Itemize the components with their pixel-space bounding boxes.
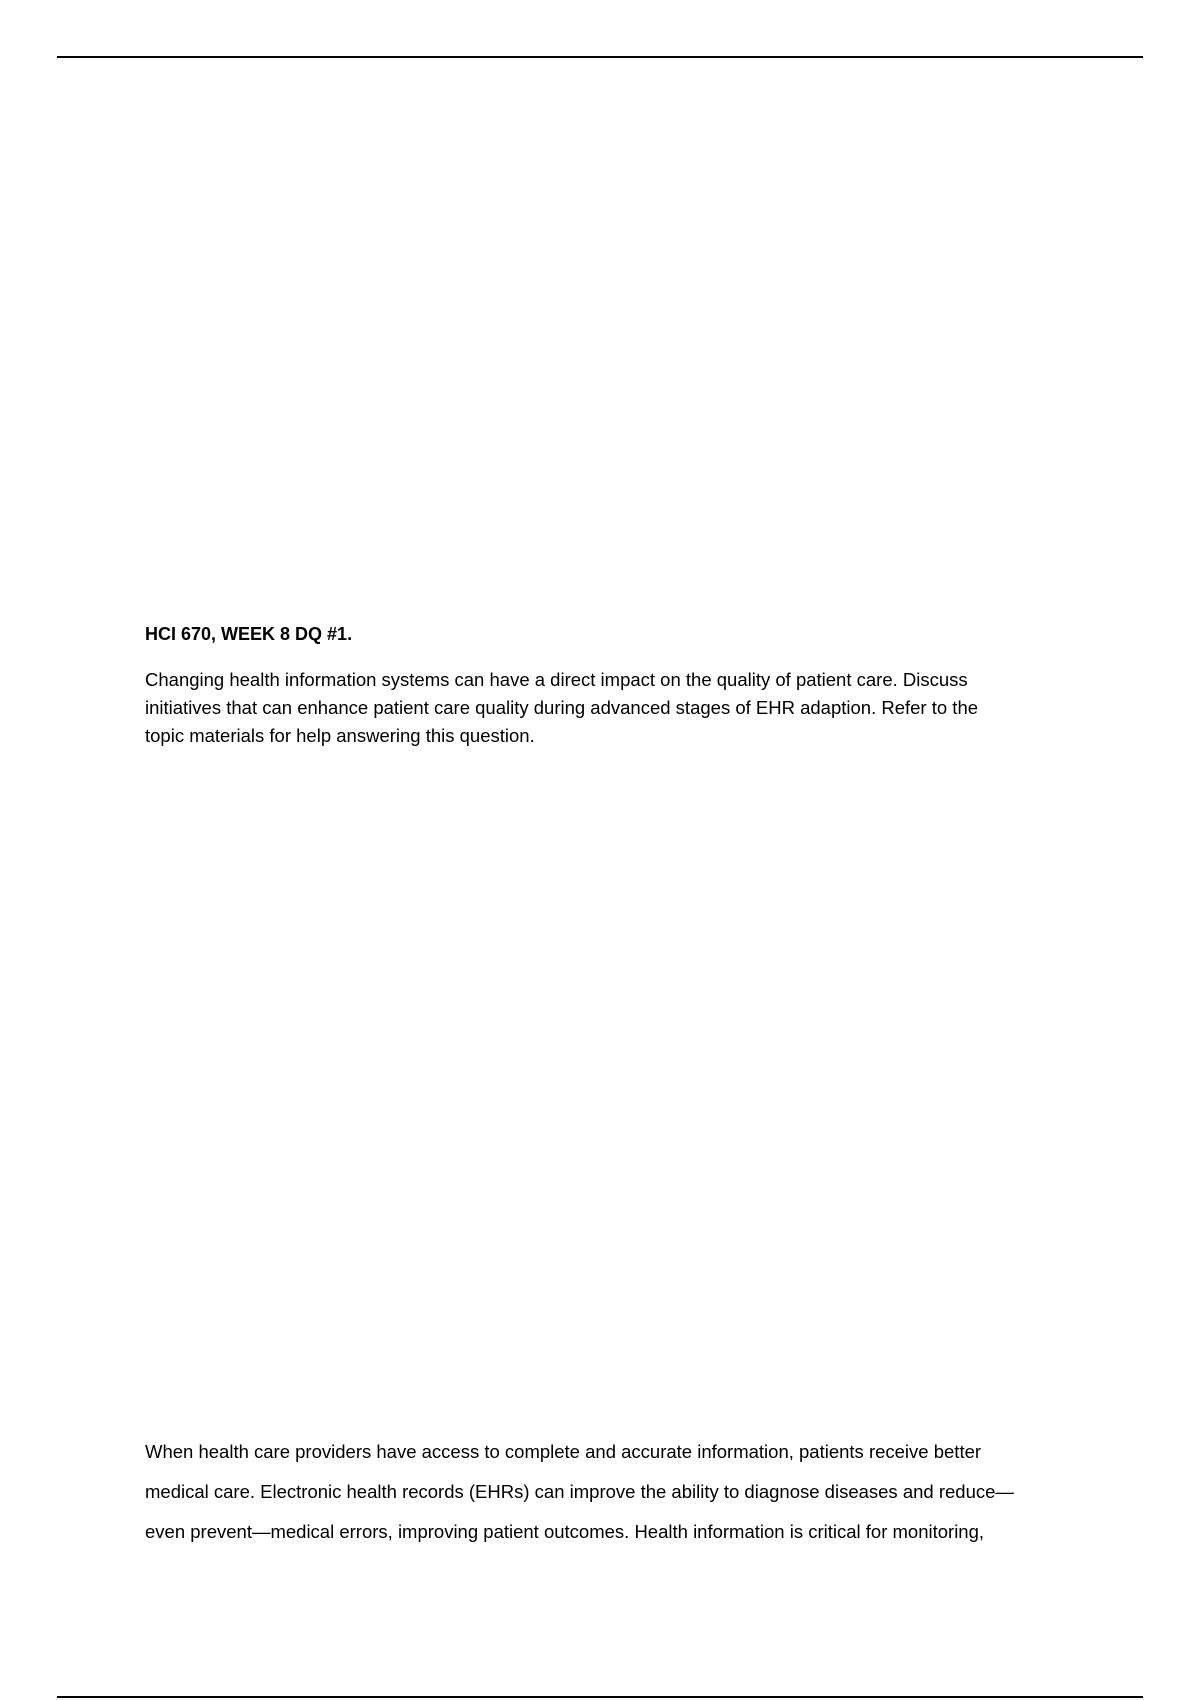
question-prompt bbox=[145, 666, 1095, 750]
question-heading: HCI 670, WEEK 8 DQ #1. bbox=[145, 624, 353, 644]
answer-line: medical care. Electronic health records (EHRs) can improve the ability to diagnose diseases and reduce— bbox=[145, 1481, 1014, 1502]
answer-paragraph bbox=[145, 1432, 1095, 1552]
prompt-line: Changing health information systems can have a direct impact on the quality of patient care. Discuss bbox=[145, 669, 968, 690]
page-bottom-rule bbox=[57, 1696, 1143, 1698]
prompt-line: topic materials for help answering this question. bbox=[145, 725, 535, 746]
answer-line: When health care providers have access to complete and accurate information, patients receive better bbox=[145, 1441, 982, 1462]
prompt-line: initiatives that can enhance patient care quality during advanced stages of EHR adaption. Refer to the bbox=[145, 697, 979, 718]
answer-line: even prevent—medical errors, improving patient outcomes. Health information is critical for monitoring, bbox=[145, 1521, 985, 1542]
page-top-rule bbox=[57, 56, 1143, 58]
